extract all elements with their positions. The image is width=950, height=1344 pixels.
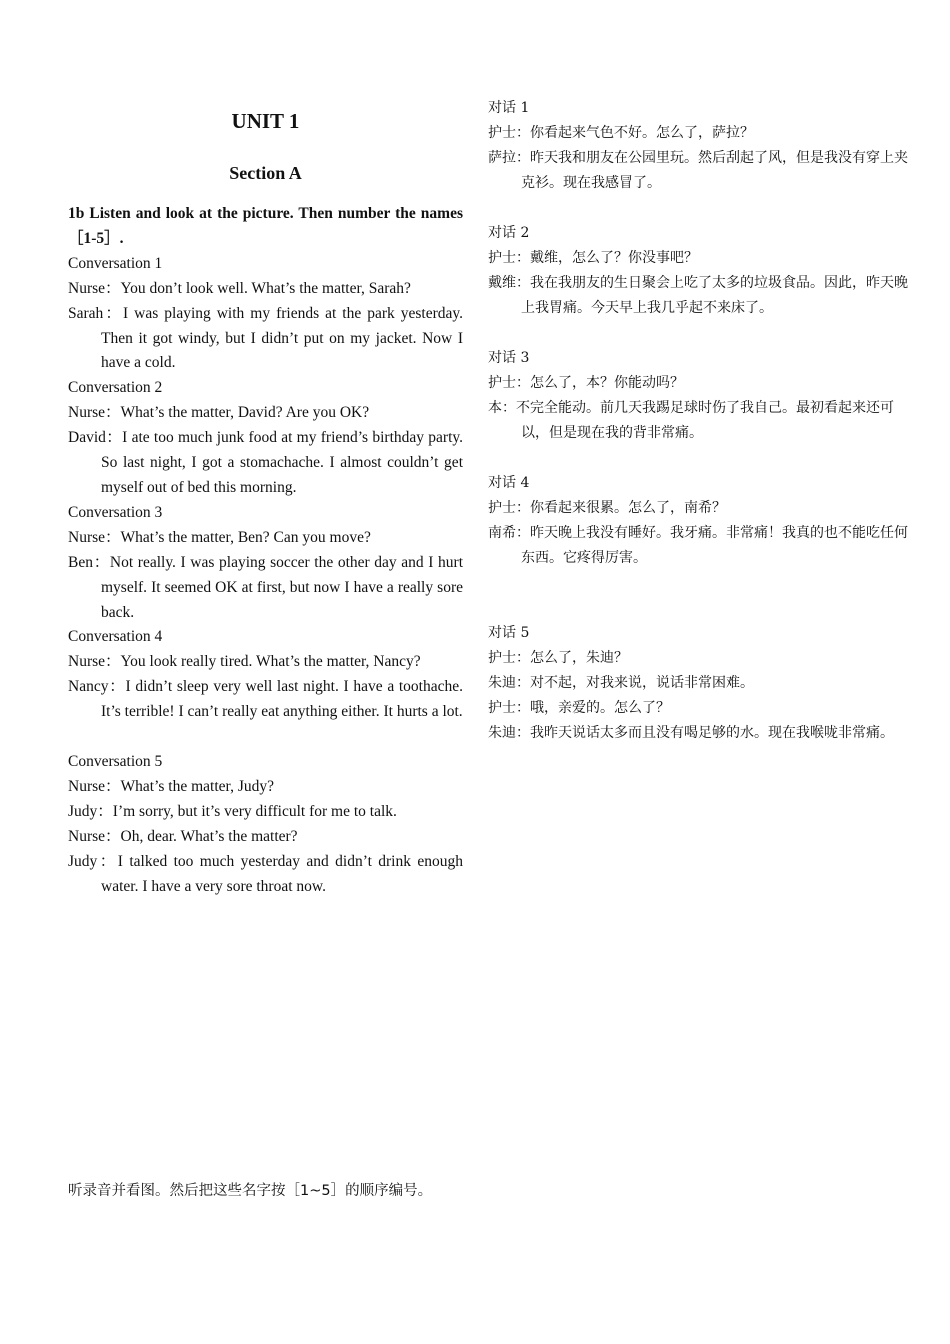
spacer bbox=[488, 446, 908, 471]
dialogue-line: Nurse：What’s the matter, David? Are you OK? bbox=[68, 404, 370, 422]
dialogue-line: 本：不完全能动。前几天我踢足球时伤了我自己。最初看起来还可以，但是现在我的背非常痛。 bbox=[488, 400, 894, 441]
spacer bbox=[488, 196, 908, 221]
conversation-heading: Conversation 4 bbox=[68, 628, 163, 646]
dialogue-line: Ben：Not really. I was playing soccer the other day and I hurt myself. It seemed OK at first, but now I have a really sore back. bbox=[68, 553, 463, 621]
chinese-column bbox=[488, 96, 908, 746]
dialogue-line: Nancy：I didn’t sleep very well last night. I have a toothache. It’s terrible! I can’t really eat anything either. It hurts a lot. bbox=[68, 678, 463, 721]
dialogue-line: Judy：I’m sorry, but it’s very difficult for me to talk. bbox=[68, 802, 397, 820]
exercise-instruction: 1b Listen and look at the picture. Then number the names［1-5］. bbox=[68, 205, 463, 247]
chinese-conversation-5 bbox=[488, 621, 908, 746]
dialogue-line: 朱迪：对不起，对我来说，说话非常困难。 bbox=[488, 675, 754, 691]
dialogue-line: 南希：昨天晚上我没有睡好。我牙痛。非常痛！我真的也不能吃任何东西。它疼得厉害。 bbox=[488, 525, 908, 566]
dialogue-line: Nurse：Oh, dear. What’s the matter? bbox=[68, 827, 298, 845]
dialogue-line: Judy：I talked too much yesterday and didn’t drink enough water. I have a very sore throat now. bbox=[68, 852, 463, 895]
dialogue-line: Nurse：You look really tired. What’s the matter, Nancy? bbox=[68, 653, 421, 671]
chinese-conversation-3 bbox=[488, 346, 908, 446]
english-column bbox=[68, 100, 463, 899]
english-conversation-1 bbox=[68, 252, 463, 377]
conversation-heading: 对话 2 bbox=[488, 225, 530, 241]
dialogue-line: 护士：你看起来很累。怎么了，南希？ bbox=[488, 500, 726, 516]
dialogue-line: Nurse：What’s the matter, Ben? Can you move? bbox=[68, 528, 371, 546]
conversation-heading: 对话 5 bbox=[488, 625, 530, 641]
instruction-translation: 听录音并看图。然后把这些名字按［1~5］的顺序编号。 bbox=[68, 1183, 433, 1199]
chinese-conversation-4 bbox=[488, 471, 908, 571]
dialogue-line: Nurse：You don’t look well. What’s the matter, Sarah? bbox=[68, 279, 411, 297]
dialogue-line: 朱迪：我昨天说话太多而且没有喝足够的水。现在我喉咙非常痛。 bbox=[488, 725, 894, 741]
conversation-heading: Conversation 5 bbox=[68, 753, 163, 771]
dialogue-line: David：I ate too much junk food at my friend’s birthday party. So last night, I got a stomachache. I almost couldn’t get myself out of bed this morning. bbox=[68, 429, 463, 496]
unit-title: UNIT 1 bbox=[231, 109, 300, 133]
dialogue-line: 戴维：我在我朋友的生日聚会上吃了太多的垃圾食品。因此，昨天晚上我胃痛。今天早上我几乎起不来床了。 bbox=[488, 275, 908, 316]
conversation-heading: 对话 1 bbox=[488, 100, 530, 116]
chinese-conversation-2 bbox=[488, 221, 908, 321]
spacer bbox=[488, 571, 908, 621]
dialogue-line: 护士：怎么了，本？你能动吗？ bbox=[488, 375, 684, 391]
conversation-heading: Conversation 2 bbox=[68, 379, 163, 397]
dialogue-line: 护士：戴维，怎么了？你没事吧？ bbox=[488, 250, 698, 266]
dialogue-line: 护士：你看起来气色不好。怎么了，萨拉？ bbox=[488, 125, 754, 141]
section-title: Section A bbox=[229, 163, 302, 183]
conversation-heading: Conversation 3 bbox=[68, 503, 163, 521]
english-conversation-5 bbox=[68, 750, 463, 899]
english-conversation-4 bbox=[68, 625, 463, 725]
dialogue-line: Nurse：What’s the matter, Judy? bbox=[68, 777, 274, 795]
conversation-heading: 对话 4 bbox=[488, 475, 530, 491]
spacer bbox=[488, 321, 908, 346]
english-conversation-3 bbox=[68, 501, 463, 626]
conversation-heading: Conversation 1 bbox=[68, 254, 163, 272]
dialogue-line: 护士：哦，亲爱的。怎么了？ bbox=[488, 700, 670, 716]
english-conversation-2 bbox=[68, 376, 463, 501]
dialogue-line: 萨拉：昨天我和朋友在公园里玩。然后刮起了风，但是我没有穿上夹克衫。现在我感冒了。 bbox=[488, 150, 908, 191]
spacer bbox=[68, 725, 463, 750]
dialogue-line: 护士：怎么了，朱迪？ bbox=[488, 650, 628, 666]
chinese-conversation-1 bbox=[488, 96, 908, 196]
conversation-heading: 对话 3 bbox=[488, 350, 530, 366]
dialogue-line: Sarah：I was playing with my friends at the park yesterday. Then it got windy, but I didn’t put on my jacket. Now I have a cold. bbox=[68, 304, 463, 372]
